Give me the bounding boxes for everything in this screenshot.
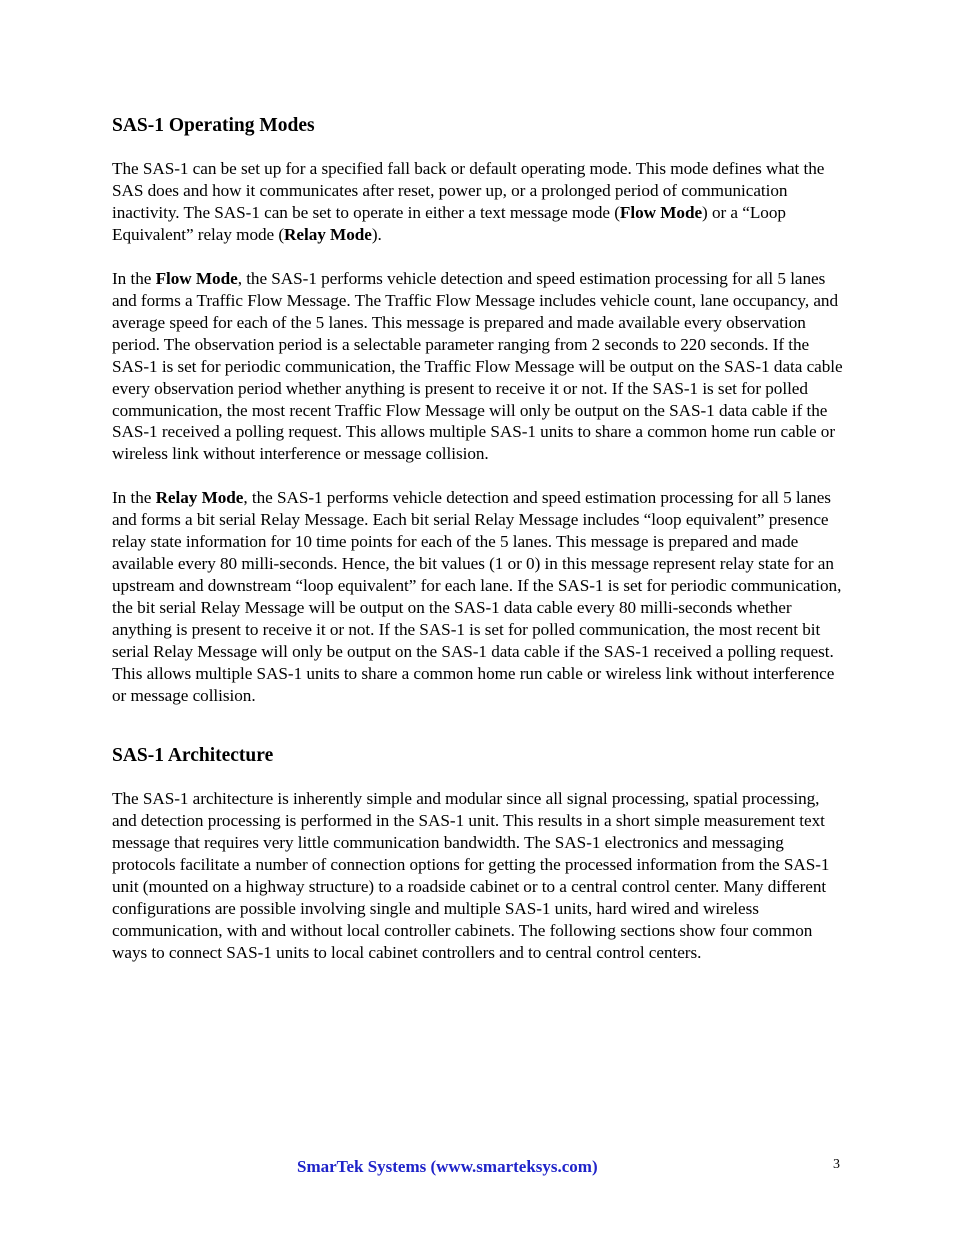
heading-architecture: SAS-1 Architecture [112,744,274,766]
bold-term-flow-mode: Flow Mode [619,202,703,222]
paragraph-relay-mode [112,487,844,707]
page-content [112,113,844,964]
heading-operating-modes: SAS-1 Operating Modes [112,115,315,136]
text-run: , the SAS-1 performs vehicle detection and speed estimation processing for all 5 lanes and forms a Traffic Flow Message. The Traffic Flow Message includes vehicle count, lane occupancy, and average speed for each of the 5 lanes. This message is prepared and made available every observation period. The observation period is a selectable parameter ranging from 2 seconds to 220 seconds. If the SAS-1 is set for periodic communication, the Traffic Flow Message will be output on the SAS-1 data cable every observation period whether anything is present to receive it or not. If the SAS-1 is set for polled communication, the most recent Traffic Flow Message will only be output on the SAS-1 data cable if the SAS-1 received a polling request. This allows multiple SAS-1 units to share a common home run cable or wireless link without interference or message collision. [112,268,843,464]
bold-term-relay-mode: Relay Mode [284,224,372,244]
text-run: In the [112,488,156,508]
text-run: ). [371,224,382,244]
text-run: ) or a “Loop Equivalent” relay mode ( [112,202,786,244]
text-run: In the [112,268,156,288]
page-number: 3 [833,1157,840,1172]
bold-term-relay-mode: Relay Mode [155,488,244,508]
text-run: The SAS-1 can be set up for a specified fall back or default operating mode. This mode defines what the SAS does and how it communicates after reset, power up, or a prolonged period of communication inactivity. The SAS-1 can be set to operate in either a text message mode ( [112,159,825,222]
text-run: , the SAS-1 performs vehicle detection and speed estimation processing for all 5 lanes and forms a bit serial Relay Message. Each bit serial Relay Message includes “loop equivalent” presence relay state information for 10 time points for each of the 5 lanes. This message is prepared and made available every 80 milli-seconds. Hence, the bit values (1 or 0) in this message represent relay state for an upstream and downstream “loop equivalent” for each lane. If the SAS-1 is set for periodic communication, the bit serial Relay Message will be output on the SAS-1 data cable every 80 milli-seconds whether anything is present to receive it or not. If the SAS-1 is set for polled communication, the most recent bit serial Relay Message will only be output on the SAS-1 data cable if the SAS-1 received a polling request. This allows multiple SAS-1 units to share a common home run cable or wireless link without interference or message collision. [112,488,842,705]
bold-term-flow-mode: Flow Mode [155,268,238,288]
paragraph-flow-mode [112,268,844,466]
paragraph-operating-modes-intro [112,158,844,246]
footer-company-link[interactable]: SmarTek Systems (www.smarteksys.com) [297,1157,598,1176]
paragraph-architecture: The SAS-1 architecture is inherently simple and modular since all signal processing, spatial processing, and detection processing is performed in the SAS-1 unit. This results in a short simple measurement text message that requires very little communication bandwidth. The SAS-1 electronics and messaging protocols facilitate a number of connection options for getting the processed information from the SAS-1 unit (mounted on a highway structure) to a roadside cabinet or to a central control center. Many different configurations are possible involving single and multiple SAS-1 units, hard wired and wireless communication, with and without local controller cabinets. The following sections show four common ways to connect SAS-1 units to local cabinet controllers and to central control centers. [112,788,830,962]
